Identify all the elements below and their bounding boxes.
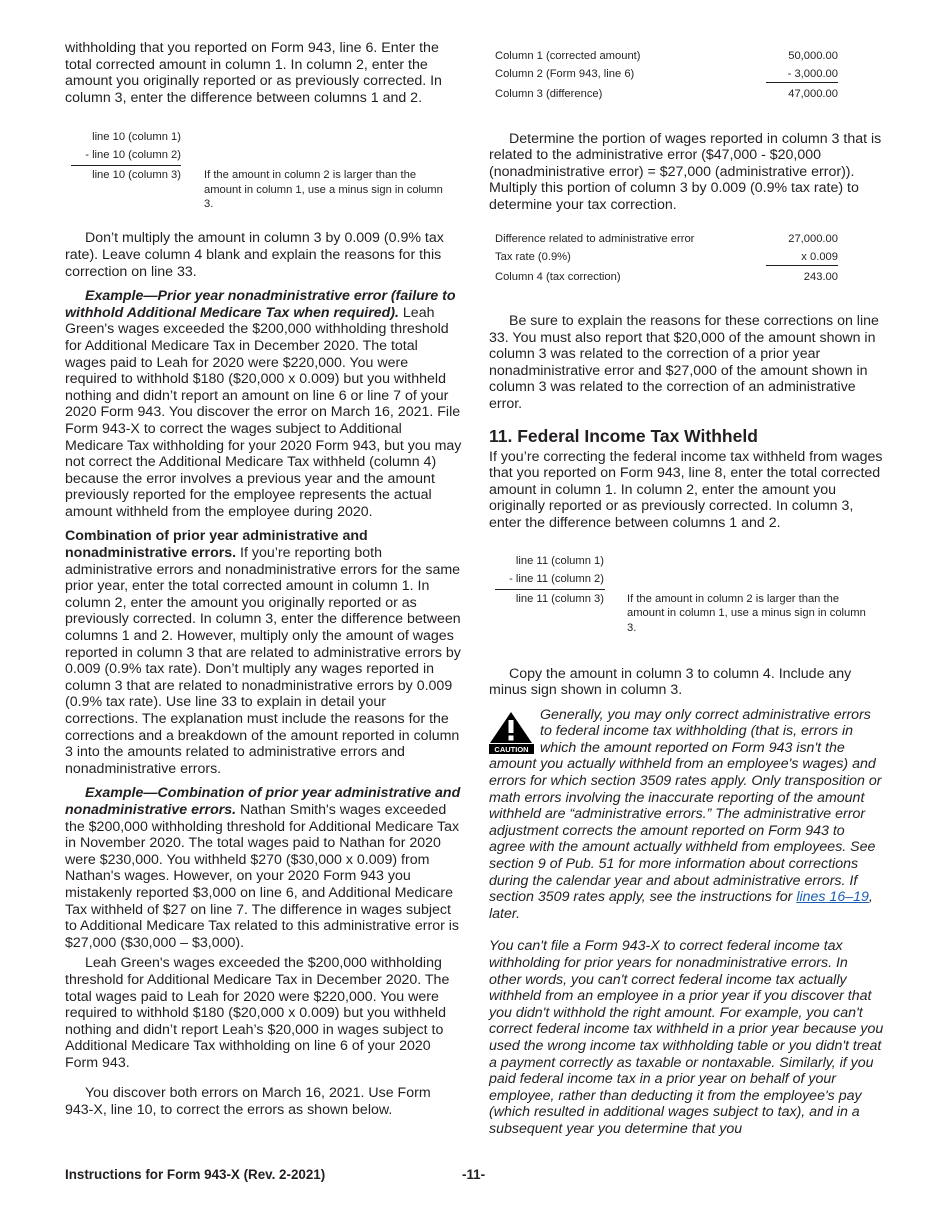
combination-paragraph xyxy=(65,528,462,777)
caution-icon xyxy=(489,711,537,755)
calc1-value: - 3,000.00 xyxy=(787,67,838,80)
page-number: -11- xyxy=(462,1167,486,1182)
calc-table-columns xyxy=(495,48,838,104)
line11-rule xyxy=(495,589,605,590)
example1-heading: Example—Prior year nonadministrative error (failure to withhold Additional Medicare Tax when required). xyxy=(65,288,456,321)
be-sure-paragraph: Be sure to explain the reasons for these corrections on line 33. You must also report that $20,000 of the amount shown in column 3 was related to the correction of a prior year nonadministrative error and $27,000 of the amount shown in column 3 was related to the correction of an administrative error. xyxy=(489,312,879,412)
calc2-label: Tax rate (0.9%) xyxy=(495,250,571,263)
example1-body: Leah Green's wages exceeded the $200,000 withholding threshold for Additional Medicare Tax in December 2020. The total wages paid to Leah for 2020 were $220,000. You were required to withhold $180 ($20,000 x 0.009) but you withheld nothing and didn’t report an amount on line 6 or line 7 of your 2020 Form 943. You discover the error on March 16, 2021. File Form 943-X to correct the wages subject to Additional Medicare Tax withholding for your 2020 Form 943, but you may not correct the Additional Medicare Tax withheld (column 4) because the error involves a previous year and the amount previously reported for the employee represents the actual amount withheld from the employee during 2020. xyxy=(65,304,462,520)
footer-title: Instructions for Form 943-X (Rev. 2-2021) xyxy=(65,1167,326,1182)
example2-heading: Example—Combination of prior year administrative and nonadministrative errors. xyxy=(65,785,461,818)
calc1-label: Column 3 (difference) xyxy=(495,88,603,100)
line10-note: If the amount in column 2 is larger than the amount in column 1, use a minus sign in column 3. xyxy=(204,169,443,211)
line11-col1: line 11 (column 1) xyxy=(515,554,604,567)
line11-note: If the amount in column 2 is larger than the amount in column 1, use a minus sign in column 3. xyxy=(627,592,866,634)
discover-paragraph: You discover both errors on March 16, 2021. Use Form 943-X, line 10, to correct the errors as shown below. xyxy=(65,1085,431,1119)
line10-stack xyxy=(65,130,462,230)
example1-paragraph xyxy=(65,288,462,520)
calc-table-tax xyxy=(495,231,838,287)
calc2-value: 243.00 xyxy=(803,271,838,284)
example2-paragraph xyxy=(65,785,462,951)
caution-text-a: Generally, you may only correct administrative errors to federal income tax withholding (that is, errors in which the amount reported on Form 943 isn't the amount you actually withheld from an employee's wages) and errors for which section 3509 rates apply. Only transposition or math errors involving the inaccurate reporting of the amount withheld are “administrative errors.” The administrative error adjustment corrects the amount reported on Form 943 to agree with the amount actually withheld from employees. See section 9 of Pub. 51 for more information about corrections during the calendar year and about administrative errors. If section 3509 rates apply, see the instructions for xyxy=(489,706,882,906)
calc1-value: 50,000.00 xyxy=(788,50,838,62)
calc2-label: Column 4 (tax correction) xyxy=(495,271,621,284)
calc2-row xyxy=(495,249,838,267)
right-column xyxy=(489,40,884,1138)
section-11-paragraph: If you’re correcting the federal income tax withheld from wages that you reported on Form 943, line 8, enter the total corrected amount in column 1. In column 2, enter the amount you originally reported or as previously corrected. In column 3, enter the difference between columns 1 and 2. xyxy=(489,448,883,531)
caution-text-b: , later. xyxy=(489,889,873,922)
cant-file-paragraph: You can't file a Form 943-X to correct federal income tax withholding for prior years for nonadministrative errors. In other words, you can't correct federal income tax actually withheld from an employee in a prior year if you discover that you didn't withhold the right amount. For example, you can't correct federal income tax withheld in a prior year because you used the wrong income tax withholding table or you didn't treat a payment correctly as taxable or nontaxable. Similarly, if you paid federal income tax in a prior year on behalf of your employee, rather than deducting it from the employee's pay (which resulted in additional wages subject to tax), and in a subsequent year you determine that you xyxy=(489,938,884,1137)
calc1-label: Column 2 (Form 943, line 6) xyxy=(495,67,635,80)
calc1-rule xyxy=(766,82,838,83)
calc1-value: 47,000.00 xyxy=(788,88,838,100)
lines-16-19-link[interactable]: lines 16–19 xyxy=(796,889,869,906)
dont-multiply-paragraph: Don’t multiply the amount in column 3 by 0.009 (0.9% tax rate). Leave column 4 blank and explain the reasons for this correction on line 33. xyxy=(65,230,444,280)
line11-col3: line 11 (column 3) xyxy=(515,592,604,605)
calc2-value: 27,000.00 xyxy=(788,233,838,246)
line11-stack xyxy=(489,554,884,666)
section-11-heading: 11. Federal Income Tax Withheld xyxy=(489,425,758,446)
calc2-label: Difference related to administrative error xyxy=(495,233,695,246)
calc2-rule xyxy=(766,265,838,266)
line10-col1: line 10 (column 1) xyxy=(92,131,181,144)
leah-paragraph: Leah Green's wages exceeded the $200,000 withholding threshold for Additional Medicare Tax in December 2020. The total wages paid to Leah for 2020 were $220,000. You were required to withhold $180 ($20,000 x 0.009) but you withheld nothing and didn’t report Leah’s $20,000 in wages subject to Additional Medicare Tax withholding on line 6 of your 2020 Form 943. xyxy=(65,955,450,1071)
caution-block xyxy=(489,707,884,923)
combination-heading: Combination of prior year administrative and nonadministrative errors. xyxy=(65,528,368,562)
line11-col2: - line 11 (column 2) xyxy=(509,572,604,585)
determine-paragraph: Determine the portion of wages reported in column 3 that is related to the administrative error ($47,000 - $20,000 (nonadministrative error) = $27,000 (administrative error)). Multiply this portion of column 3 by 0.009 (0.9% tax rate) to determine your tax correction. xyxy=(489,130,882,213)
calc1-row xyxy=(495,86,838,104)
example2-body: Nathan Smith's wages exceeded the $200,000 withholding threshold for Additional Medicare Tax in November 2020. The total wages paid to Nathan for 2020 were $230,000. You withheld $270 ($30,000 x 0.009) from Nathan's wages. However, on your 2020 Form 943 you mistakenly reported $3,000 on line 6, and Additional Medicare Tax withheld of $27 on line 7. The difference in wages subject to Additional Medicare Tax related to this administrative error is $27,000 ($30,000 – $3,000). xyxy=(65,801,460,951)
calc1-label: Column 1 (corrected amount) xyxy=(495,50,641,62)
calc2-row xyxy=(495,269,838,287)
caution-label: CAUTION xyxy=(494,744,529,754)
calc1-row xyxy=(495,66,838,84)
calc1-row xyxy=(495,48,838,66)
line10-col2: - line 10 (column 2) xyxy=(85,149,181,162)
calc2-row xyxy=(495,231,838,249)
line10-rule xyxy=(71,165,181,166)
left-intro-paragraph: withholding that you reported on Form 943, line 6. Enter the total corrected amount in column 1. In column 2, enter the amount you originally reported or as previously corrected. In column 3, enter the difference between columns 1 and 2. xyxy=(65,40,442,106)
caution-paragraph xyxy=(489,707,884,923)
page-footer xyxy=(65,1167,885,1182)
line10-col3: line 10 (column 3) xyxy=(92,169,181,182)
combination-body: If you’re reporting both administrative errors and nonadministrative errors for the same prior year, enter the total corrected amount in column 1. In column 2, enter the amount you originally reported or as previously corrected. In column 3, enter the difference between columns 1 and 2. However, multiply only the amount of wages reported in column 3 that are related to administrative errors by 0.009 (0.9% tax rate). Don’t multiply any wages reported in column 3 that are related to nonadministrative errors by 0.009 (0.9% tax rate). Use line 33 to explain in detail your corrections. The explanation must include the reasons for the corrections and a breakdown of the amount reported in column 3 into the amounts related to administrative errors and nonadministrative errors. xyxy=(65,545,461,777)
calc2-value: x 0.009 xyxy=(801,250,838,263)
copy-paragraph: Copy the amount in column 3 to column 4. Include any minus sign shown in column 3. xyxy=(489,665,852,699)
left-column xyxy=(65,40,462,1119)
